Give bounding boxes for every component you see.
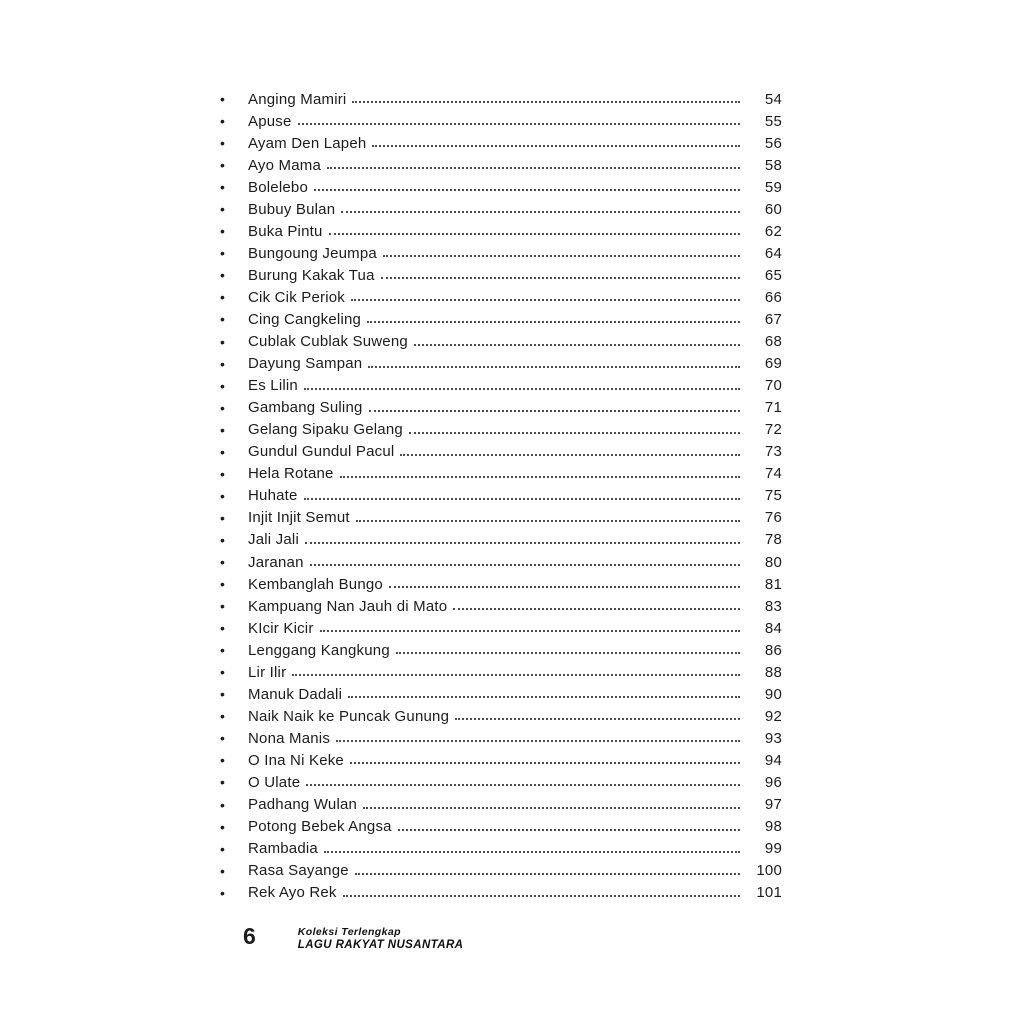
dotted-leader xyxy=(453,608,740,610)
dotted-leader xyxy=(348,696,740,698)
toc-entry-page: 58 xyxy=(764,156,782,174)
toc-entry-title: Cik Cik Periok xyxy=(248,288,345,306)
dotted-leader xyxy=(350,762,740,764)
toc-entry-title: Bungoung Jeumpa xyxy=(248,244,377,262)
page-footer xyxy=(243,925,463,951)
toc-entry-title: Bolelebo xyxy=(248,178,308,196)
dotted-leader xyxy=(363,807,740,809)
toc-entry-page: 80 xyxy=(764,553,782,571)
toc-entry-page: 66 xyxy=(764,288,782,306)
bullet-icon: • xyxy=(220,862,226,879)
bullet-icon: • xyxy=(220,642,226,659)
toc-entry xyxy=(220,573,782,595)
bullet-icon: • xyxy=(220,686,226,703)
toc-entry xyxy=(220,683,782,705)
toc-entry-title: Huhate xyxy=(248,487,298,505)
toc-entry-title: Kampuang Nan Jauh di Mato xyxy=(248,597,448,615)
toc-entry xyxy=(220,463,782,485)
toc-entry xyxy=(220,507,782,529)
toc-entry-title: Bubuy Bulan xyxy=(248,200,336,218)
bullet-icon: • xyxy=(220,443,226,460)
toc-entry xyxy=(220,595,782,617)
toc-entry xyxy=(220,397,782,419)
dotted-leader xyxy=(306,784,740,786)
dotted-leader xyxy=(329,233,740,235)
bullet-icon: • xyxy=(220,311,226,328)
toc-entry-title: Rambadia xyxy=(248,840,318,858)
bullet-icon: • xyxy=(220,245,226,262)
toc-entry-page: 59 xyxy=(764,178,782,196)
dotted-leader xyxy=(372,145,740,147)
bullet-icon: • xyxy=(220,113,226,130)
dotted-leader xyxy=(383,255,740,257)
bullet-icon: • xyxy=(220,157,226,174)
bullet-icon: • xyxy=(220,708,226,725)
toc-list xyxy=(220,88,782,904)
bullet-icon: • xyxy=(220,399,226,416)
toc-entry-page: 100 xyxy=(756,862,782,880)
dotted-leader xyxy=(414,344,740,346)
toc-entry xyxy=(220,441,782,463)
toc-entry-page: 92 xyxy=(764,707,782,725)
toc-entry xyxy=(220,198,782,220)
toc-entry xyxy=(220,176,782,198)
toc-entry xyxy=(220,529,782,551)
toc-entry-page: 76 xyxy=(764,509,782,527)
footer-series-label: Koleksi Terlengkap xyxy=(297,926,401,938)
dotted-leader xyxy=(356,520,740,522)
bullet-icon: • xyxy=(220,289,226,306)
dotted-leader xyxy=(304,498,740,500)
toc-entry-page: 98 xyxy=(764,818,782,836)
dotted-leader xyxy=(369,410,740,412)
dotted-leader xyxy=(292,674,740,676)
toc-entry-page: 101 xyxy=(756,884,782,902)
bullet-icon: • xyxy=(220,730,226,747)
toc-entry-title: Kembanglah Bungo xyxy=(248,575,383,593)
toc-entry-title: Burung Kakak Tua xyxy=(248,266,375,284)
footer-text-block xyxy=(298,925,464,951)
toc-entry xyxy=(220,617,782,639)
toc-entry-title: Injit Injit Semut xyxy=(248,509,350,527)
bullet-icon: • xyxy=(220,840,226,857)
toc-entry-title: Es Lilin xyxy=(248,377,298,395)
dotted-leader xyxy=(340,476,740,478)
dotted-leader xyxy=(389,586,740,588)
bullet-icon: • xyxy=(220,377,226,394)
toc-entry-page: 64 xyxy=(764,244,782,262)
toc-entry-title: Hela Rotane xyxy=(248,465,334,483)
toc-entry-page: 81 xyxy=(764,575,782,593)
dotted-leader xyxy=(305,542,740,544)
dotted-leader xyxy=(355,873,740,875)
bullet-icon: • xyxy=(220,509,226,526)
dotted-leader xyxy=(455,718,740,720)
toc-entry xyxy=(220,88,782,110)
dotted-leader xyxy=(320,630,740,632)
toc-entry-page: 67 xyxy=(764,310,782,328)
toc-entry-page: 93 xyxy=(764,729,782,747)
toc-entry xyxy=(220,771,782,793)
toc-entry xyxy=(220,419,782,441)
dotted-leader xyxy=(367,321,740,323)
dotted-leader xyxy=(298,123,740,125)
toc-entry-title: Gundul Gundul Pacul xyxy=(248,443,395,461)
bullet-icon: • xyxy=(220,620,226,637)
toc-entry xyxy=(220,331,782,353)
toc-entry-page: 68 xyxy=(764,333,782,351)
dotted-leader xyxy=(398,829,740,831)
dotted-leader xyxy=(327,167,740,169)
toc-entry-title: Apuse xyxy=(248,112,292,130)
toc-entry-page: 75 xyxy=(764,487,782,505)
dotted-leader xyxy=(304,388,740,390)
toc-entry-page: 99 xyxy=(764,840,782,858)
toc-entry-page: 69 xyxy=(764,355,782,373)
bullet-icon: • xyxy=(220,884,226,901)
bullet-icon: • xyxy=(220,355,226,372)
toc-entry xyxy=(220,154,782,176)
toc-entry-page: 62 xyxy=(764,222,782,240)
dotted-leader xyxy=(381,277,740,279)
toc-entry-page: 73 xyxy=(764,443,782,461)
toc-entry-title: Lenggang Kangkung xyxy=(248,641,390,659)
toc-entry-title: Ayo Mama xyxy=(248,156,322,174)
toc-entry xyxy=(220,794,782,816)
toc-entry xyxy=(220,264,782,286)
toc-entry-title: Jali Jali xyxy=(248,531,299,549)
toc-entry xyxy=(220,485,782,507)
bullet-icon: • xyxy=(220,267,226,284)
toc-entry-page: 60 xyxy=(764,200,782,218)
toc-entry xyxy=(220,375,782,397)
toc-entry-title: Rasa Sayange xyxy=(248,862,349,880)
toc-entry-page: 71 xyxy=(764,399,782,417)
toc-entry-page: 83 xyxy=(764,597,782,615)
dotted-leader xyxy=(368,366,740,368)
toc-entry-page: 84 xyxy=(764,619,782,637)
dotted-leader xyxy=(314,189,740,191)
toc-entry-title: Dayung Sampan xyxy=(248,355,363,373)
toc-entry-title: Lir Ilir xyxy=(248,663,287,681)
bullet-icon: • xyxy=(220,465,226,482)
toc-entry xyxy=(220,242,782,264)
toc-entry-title: Manuk Dadali xyxy=(248,685,343,703)
bullet-icon: • xyxy=(220,487,226,504)
toc-entry-title: Jaranan xyxy=(248,553,304,571)
toc-entry xyxy=(220,816,782,838)
toc-entry-title: Ayam Den Lapeh xyxy=(248,134,367,152)
toc-entry xyxy=(220,132,782,154)
toc-entry-page: 96 xyxy=(764,773,782,791)
bullet-icon: • xyxy=(220,598,226,615)
toc-entry xyxy=(220,308,782,330)
toc-entry-title: Cublak Cublak Suweng xyxy=(248,333,408,351)
dotted-leader xyxy=(352,101,740,103)
toc-entry xyxy=(220,882,782,904)
bullet-icon: • xyxy=(220,223,226,240)
dotted-leader xyxy=(310,564,740,566)
bullet-icon: • xyxy=(220,179,226,196)
dotted-leader xyxy=(351,299,740,301)
toc-entry-title: Padhang Wulan xyxy=(248,796,358,814)
toc-entry-page: 56 xyxy=(764,134,782,152)
toc-entry-page: 90 xyxy=(764,685,782,703)
toc-entry xyxy=(220,551,782,573)
toc-entry-title: Anging Mamiri xyxy=(248,90,347,108)
toc-entry-page: 72 xyxy=(764,421,782,439)
bullet-icon: • xyxy=(220,818,226,835)
toc-entry-page: 74 xyxy=(764,465,782,483)
footer-page-number: 6 xyxy=(243,923,256,949)
toc-entry xyxy=(220,838,782,860)
toc-entry-page: 65 xyxy=(764,266,782,284)
bullet-icon: • xyxy=(220,421,226,438)
toc-entry-page: 97 xyxy=(764,796,782,814)
toc-entry xyxy=(220,286,782,308)
toc-entry-page: 88 xyxy=(764,663,782,681)
toc-entry xyxy=(220,749,782,771)
toc-entry xyxy=(220,661,782,683)
toc-entry-title: Gambang Suling xyxy=(248,399,363,417)
toc-entry-title: Rek Ayo Rek xyxy=(248,884,337,902)
toc-entry-title: KIcir Kicir xyxy=(248,619,314,637)
dotted-leader xyxy=(324,851,740,853)
dotted-leader xyxy=(400,454,740,456)
toc-entry xyxy=(220,705,782,727)
dotted-leader xyxy=(409,432,740,434)
toc-entry-page: 55 xyxy=(764,112,782,130)
dotted-leader xyxy=(396,652,740,654)
bullet-icon: • xyxy=(220,333,226,350)
toc-entry xyxy=(220,110,782,132)
toc-entry xyxy=(220,220,782,242)
toc-entry-page: 54 xyxy=(764,90,782,108)
bullet-icon: • xyxy=(220,796,226,813)
bullet-icon: • xyxy=(220,201,226,218)
footer-book-title: LAGU RAKYAT NUSANTARA xyxy=(297,939,464,951)
toc-entry-page: 94 xyxy=(764,751,782,769)
toc-entry-page: 70 xyxy=(764,377,782,395)
toc-entry-page: 78 xyxy=(764,531,782,549)
toc-entry-title: Naik Naik ke Puncak Gunung xyxy=(248,707,450,725)
toc-entry-title: O Ulate xyxy=(248,773,301,791)
toc-entry-title: Nona Manis xyxy=(248,729,331,747)
bullet-icon: • xyxy=(220,576,226,593)
toc-entry xyxy=(220,353,782,375)
bullet-icon: • xyxy=(220,664,226,681)
toc-entry-title: Potong Bebek Angsa xyxy=(248,818,392,836)
toc-entry xyxy=(220,727,782,749)
dotted-leader xyxy=(336,740,740,742)
toc-entry xyxy=(220,639,782,661)
bullet-icon: • xyxy=(220,531,226,548)
bullet-icon: • xyxy=(220,752,226,769)
toc-entry-title: Gelang Sipaku Gelang xyxy=(248,421,403,439)
toc-entry xyxy=(220,860,782,882)
bullet-icon: • xyxy=(220,774,226,791)
dotted-leader xyxy=(341,211,740,213)
dotted-leader xyxy=(343,895,740,897)
bullet-icon: • xyxy=(220,135,226,152)
toc-entry-title: Buka Pintu xyxy=(248,222,323,240)
toc-entry-title: Cing Cangkeling xyxy=(248,310,362,328)
toc-entry-page: 86 xyxy=(764,641,782,659)
bullet-icon: • xyxy=(220,554,226,570)
toc-entry-title: O Ina Ni Keke xyxy=(248,751,344,769)
bullet-icon: • xyxy=(220,91,226,108)
